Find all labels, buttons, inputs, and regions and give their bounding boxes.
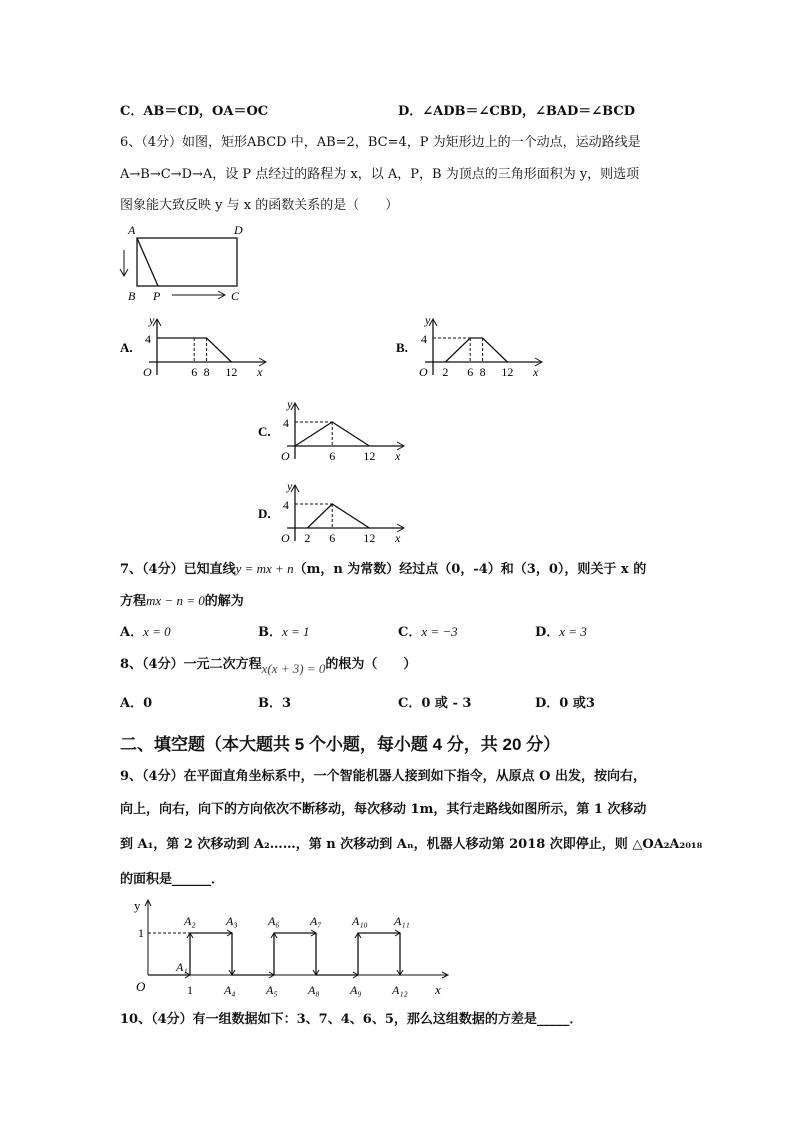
q7-line2: 方程mx − n = 0的解为 <box>120 593 244 609</box>
y-axis-label: y <box>149 313 155 327</box>
x-tick-label: 8 <box>479 365 486 379</box>
point-label: A₁₀ <box>352 914 368 928</box>
origin-label: O <box>136 979 146 994</box>
label-b: B <box>128 289 136 303</box>
x-tick-label: 6 <box>467 365 474 379</box>
x-tick-label: 12 <box>363 449 376 463</box>
y-axis-label: y <box>134 898 141 913</box>
point-label: A₇ <box>310 914 322 928</box>
y-tick-label: 1 <box>138 926 144 940</box>
point-label: A₉ <box>350 983 362 997</box>
y-tick-label: 4 <box>283 498 289 512</box>
q8-option-c: C．0 或 - 3 <box>398 696 472 711</box>
x-tick-label: 8 <box>203 365 210 379</box>
origin-label: O <box>143 365 152 379</box>
x-tick-label: 2 <box>304 531 311 545</box>
q7-option-a: A．x = 0 <box>120 624 171 640</box>
point-label: A₁₁ <box>394 914 410 928</box>
function-line <box>307 504 369 528</box>
graph-option-label: C. <box>258 424 271 439</box>
section-heading: 二、填空题（本大题共 5 个小题，每小题 4 分，共 20 分） <box>120 735 561 754</box>
y-tick-label: 4 <box>145 332 151 346</box>
x-tick-label: 6 <box>329 531 336 545</box>
y-axis-label: y <box>425 313 431 327</box>
q9-line1: 9、（4分）在平面直角坐标系中，一个智能机器人接到如下指令，从原点 O 出发，按向右， <box>120 769 646 784</box>
point-label: A₂ <box>184 914 196 928</box>
x-tick-label: 6 <box>329 449 336 463</box>
q7-line1: 7、（4分）已知直线y = mx + n（m，n 为常数）经过点（0，-4）和（3，0），则关于 x 的 <box>120 561 647 577</box>
y-axis-label: y <box>287 479 293 493</box>
x-tick-label: 12 <box>363 531 376 545</box>
q5-option-c: C．AB＝CD，OA＝OC <box>120 104 269 119</box>
graph-option-label: D. <box>258 506 271 521</box>
rectangle-figure <box>120 223 243 303</box>
label-c: C <box>231 289 240 303</box>
graph-option-c <box>287 403 404 459</box>
x-axis-label: x <box>395 449 401 463</box>
q5-option-d: D．∠ADB＝∠CBD，∠BAD＝∠BCD <box>398 104 635 119</box>
label-d: D <box>234 223 243 237</box>
origin-label: O <box>281 449 290 463</box>
label-a: A <box>128 223 136 237</box>
y-axis-label: y <box>287 397 293 411</box>
x-tick-label: 12 <box>225 365 238 379</box>
q6-line1: 6、（4分）如图，矩形ABCD 中，AB=2，BC=4，P 为矩形边上的一个动点，运动路线是 <box>120 135 641 150</box>
q6-line3: 图象能大致反映 y 与 x 的函数关系的是（ ） <box>120 198 399 213</box>
q10-line: 10、（4分）有一组数据如下：3、7、4、6、5，那么这组数据的方差是_____． <box>120 1012 583 1027</box>
q7-option-b: B．x = 1 <box>258 624 310 640</box>
q7-option-c: C．x = −3 <box>398 624 458 640</box>
x-axis-label: x <box>533 365 539 379</box>
rectangle-abcd <box>137 238 237 286</box>
q8-option-b: B．3 <box>258 696 292 711</box>
y-tick-label: 4 <box>421 332 427 346</box>
origin-label: O <box>419 365 428 379</box>
point-label: A₄ <box>224 983 236 997</box>
x-tick-label: 2 <box>442 365 449 379</box>
q9-line2: 向上，向右，向下的方向依次不断移动，每次移动 1m，其行走路线如图所示，第 1 次移动 <box>120 802 647 817</box>
q7-option-d: D．x = 3 <box>535 624 587 640</box>
point-label: A₅ <box>266 983 278 997</box>
y-tick-label: 4 <box>283 416 289 430</box>
x-axis-label: x <box>435 982 441 997</box>
q8-line: 8、（4分）一元二次方程x(x + 3) = 0的根为（ ） <box>120 657 417 676</box>
point-label: A₁₂ <box>392 983 408 997</box>
label-p: P <box>153 289 161 303</box>
point-label: A₁ <box>176 960 188 974</box>
point-label: A₈ <box>308 983 320 997</box>
segment-ap <box>137 238 158 286</box>
q6-line2: A→B→C→D→A，设 P 点经过的路程为 x，以 A，P，B 为顶点的三角形面积为 y，则选项 <box>120 167 640 182</box>
function-line <box>445 338 507 362</box>
origin-label: O <box>281 531 290 545</box>
point-label: A₃ <box>226 914 238 928</box>
q9-line3: 到 A₁，第 2 次移动到 A₂……，第 n 次移动到 Aₙ，机器人移动第 2018 次即停止，则 △OA₂A₂₀₁₈ <box>120 837 703 852</box>
point-label: A₆ <box>268 914 280 928</box>
x-tick-label: 6 <box>191 365 198 379</box>
q9-line4: 的面积是______． <box>120 872 225 887</box>
graph-option-label: B. <box>396 340 408 355</box>
x-axis-label: x <box>395 531 401 545</box>
x-axis-label: x <box>257 365 263 379</box>
q8-option-a: A．0 <box>120 696 153 711</box>
graph-option-label: A. <box>120 340 133 355</box>
q8-option-d: D．0 或3 <box>535 696 595 711</box>
x-tick-label: 12 <box>501 365 514 379</box>
x-tick-label: 1 <box>187 983 193 997</box>
